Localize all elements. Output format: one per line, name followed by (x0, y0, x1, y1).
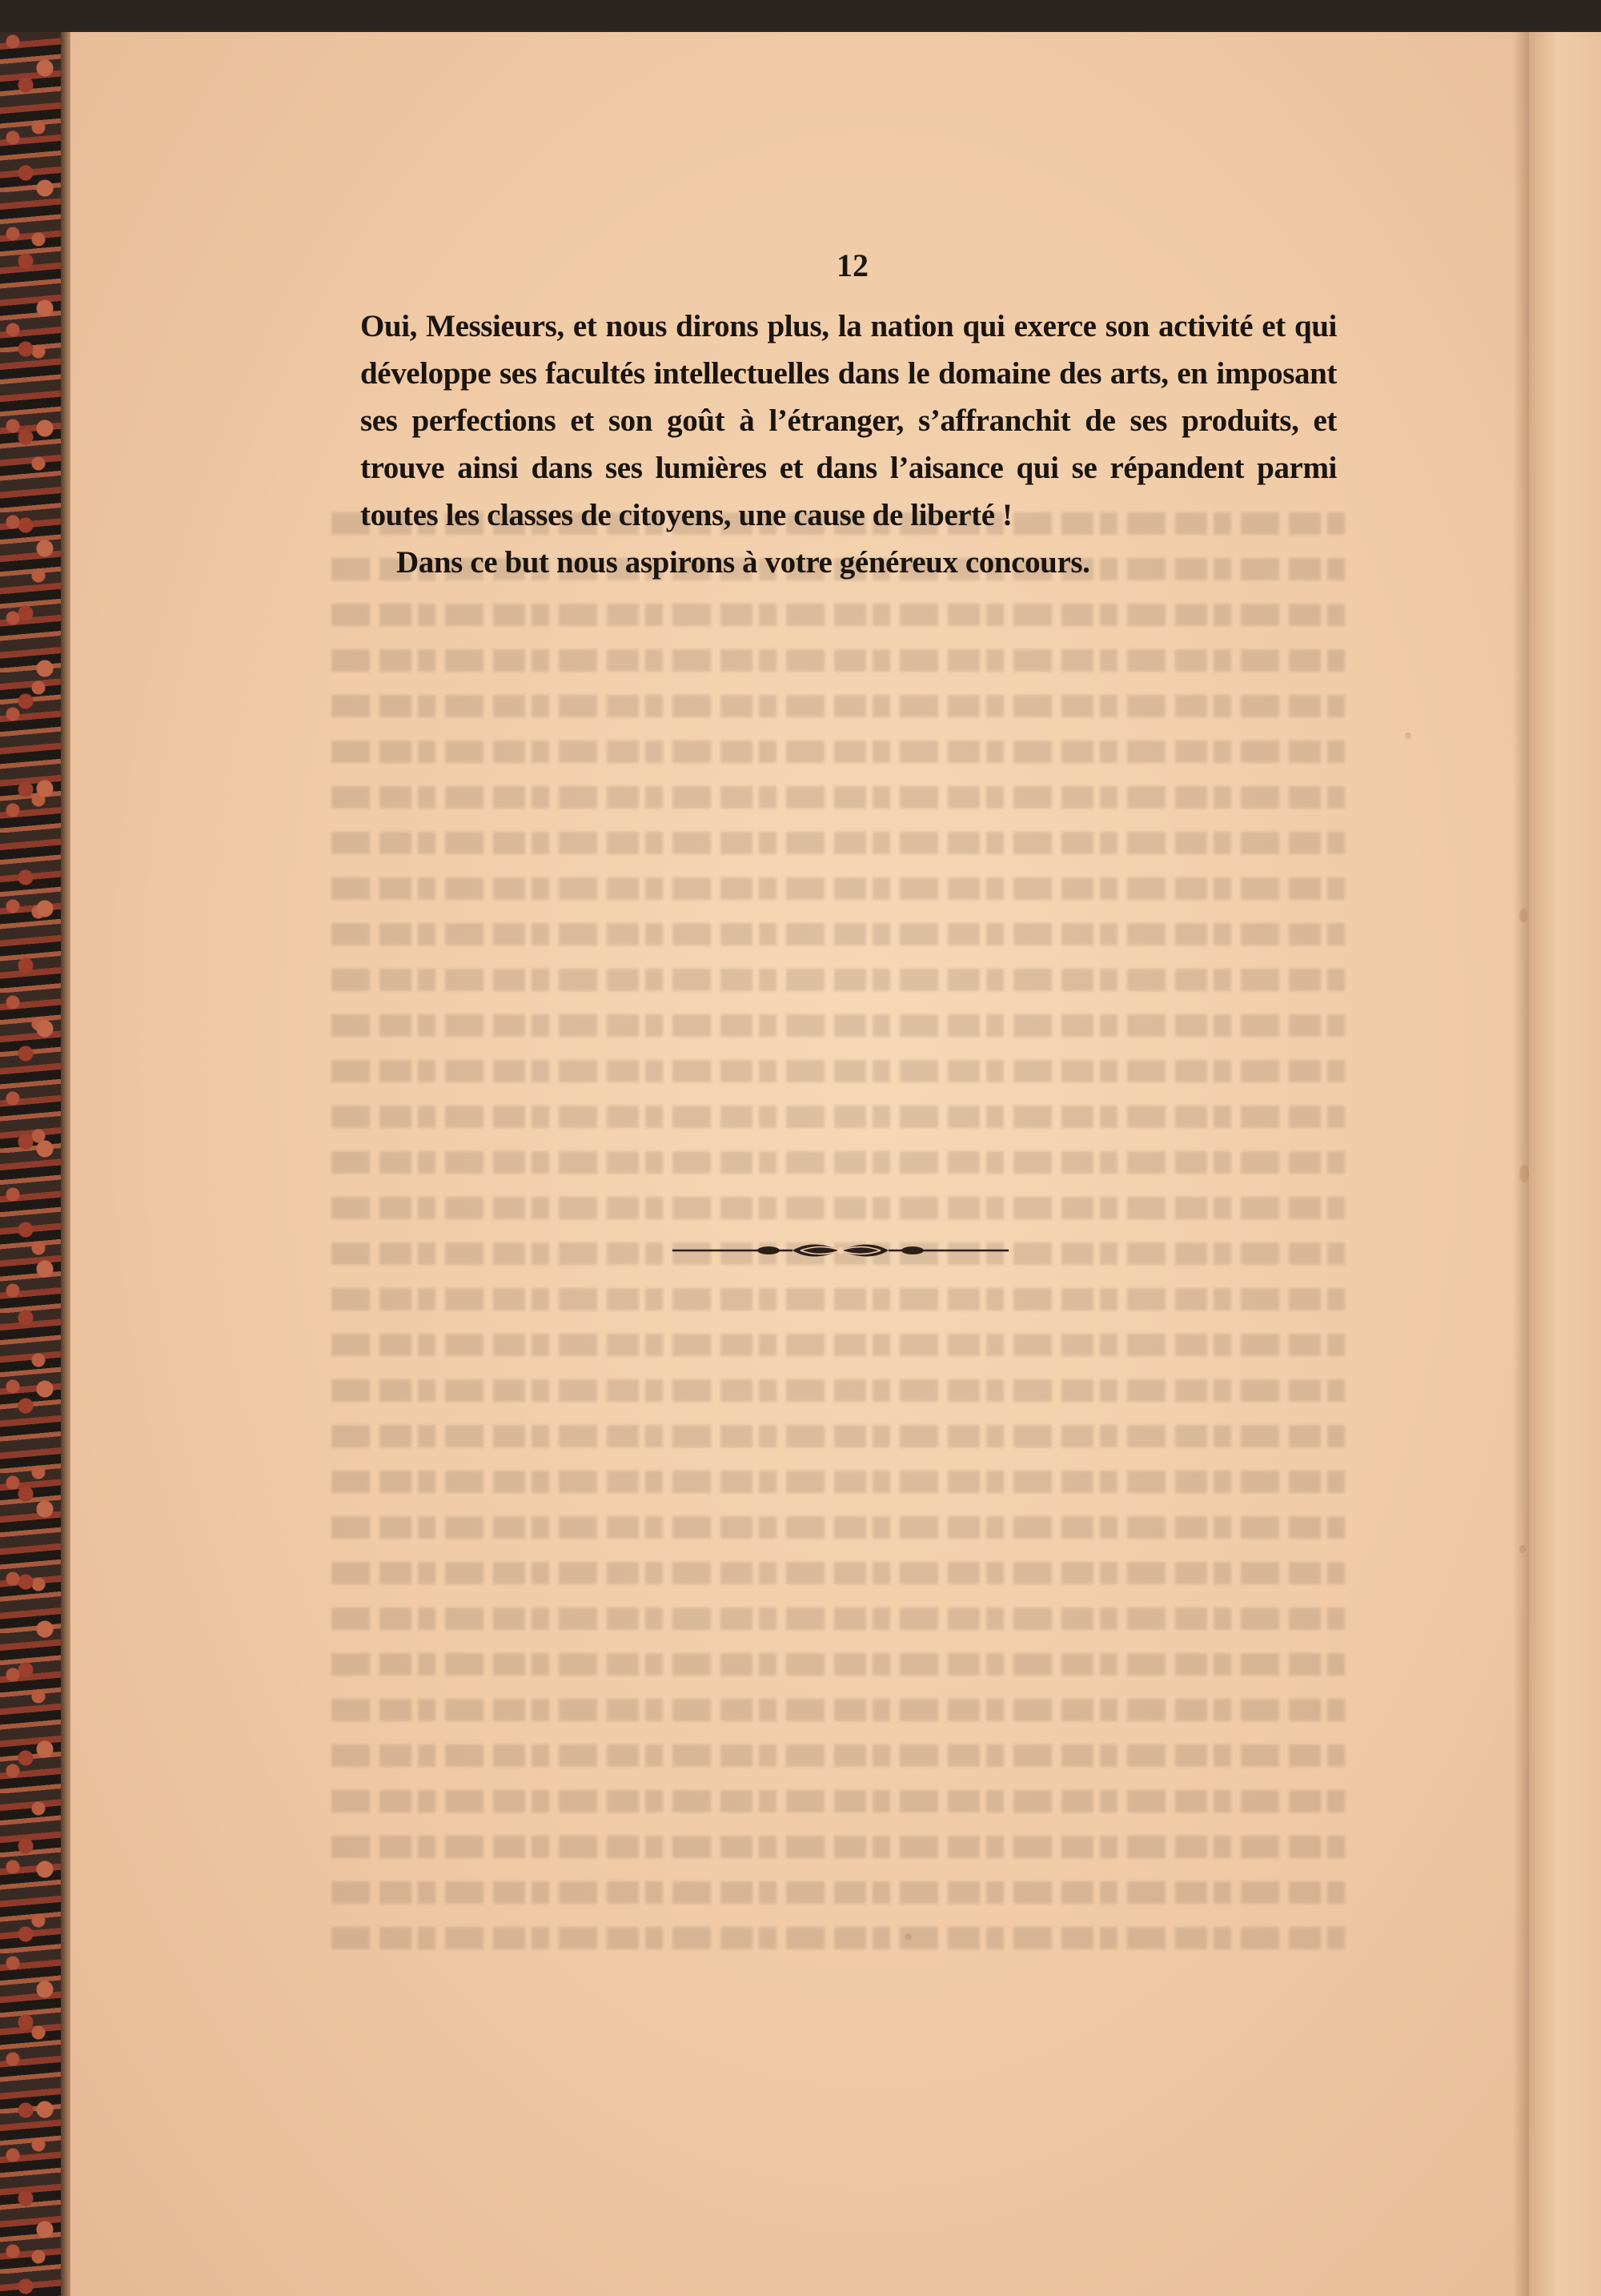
body-text (360, 303, 1337, 586)
paper-spot (1405, 733, 1411, 739)
adjacent-page-edge (1529, 32, 1601, 2296)
page-gutter-shadow (1513, 32, 1529, 2296)
marbled-binding (0, 32, 64, 2296)
paper-spot (1519, 1165, 1529, 1182)
fleuron-ornament-icon (672, 1237, 1009, 1264)
paragraph: Dans ce but nous aspirons à votre généreux concours. (396, 545, 1090, 580)
paper-spot (905, 1933, 912, 1941)
paper-spot (1519, 909, 1527, 923)
scan-background-top (0, 0, 1601, 32)
paper-spot (1519, 1545, 1526, 1553)
page-number: 12 (837, 247, 869, 283)
paragraph: Oui, Messieurs, et nous dirons plus, la nation qui exerce son activité et qui développe ses facultés intellectuelles dans le domaine des arts, en imposant ses perfections et son goût à l’étranger, s’affranchit de ses produits, et trouve ainsi dans ses lumières et dans l’aisance qui se répandent parmi toutes les classes de citoyens, une cause de liberté ! (360, 309, 1337, 532)
